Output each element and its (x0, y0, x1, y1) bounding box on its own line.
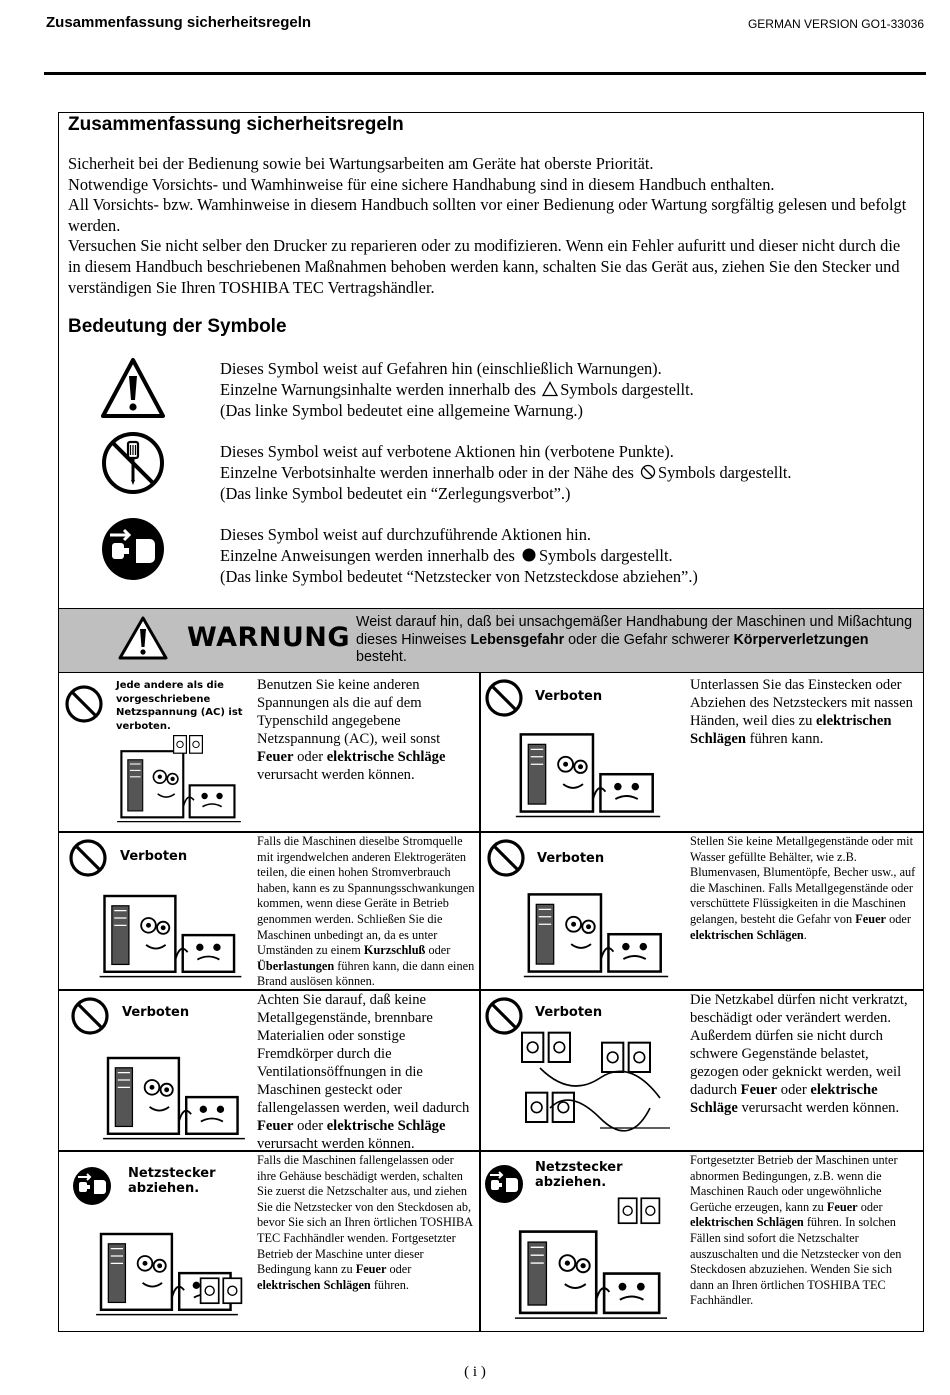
cell-caption: Verboten (120, 849, 188, 864)
unplug-icon (100, 516, 166, 582)
grid-divider (59, 1150, 923, 1152)
symbol-line: (Das linke Symbol bedeutet ein “Zerlegungsverbot”.) (220, 484, 571, 503)
small-prohibit-icon (640, 464, 656, 480)
outlet-illustration (168, 734, 208, 758)
symbol-line: Einzelne Warnungsinhalte werden innerhalb des Symbols dargestellt. (220, 380, 694, 399)
cable-illustration (510, 1028, 680, 1146)
symbol-line: Dieses Symbol weist auf durchzuführende Aktionen hin. (220, 525, 591, 544)
warning-label: WARNUNG (187, 622, 351, 653)
summary-text (68, 154, 916, 298)
page-number: ( i ) (464, 1364, 486, 1380)
symbol-description-action (220, 524, 910, 587)
summary-paragraph: All Vorsichts- bzw. Wamhinweise in diesem Handbuch sollten vor einer Bedienung oder Wartung sorgfältig gelesen und befolgt werden. (68, 195, 907, 235)
cell-text: Benutzen Sie keine anderen Spannungen als die auf dem Typenschild angegebene Netzspannung (AC), weil sonst Feuer oder elektrische Schläge verursacht werden können. (257, 677, 446, 783)
header-rule (44, 72, 926, 75)
cell-caption: Netzstecker abziehen. (128, 1166, 216, 1196)
cell-text: Falls die Maschinen fallengelassen oder ihre Gehäuse beschädigt werden, schalten Sie zuerst die Netzschalter aus, und ziehen Sie die Netzstecker von den Steckdosen ab, bevor Sie sich an Ihren örtlichen TOSHIBA TEC Fachhändler wenden. Fortgesetzter Betrieb der Maschine unter dieser Bedingung kann zu Feuer oder elektrischen Schlägen führen. (257, 1153, 473, 1292)
cell-text: Stellen Sie keine Metallgegenstände oder mit Wasser gefüllte Behälter, wie z.B. Blumenvasen, Blumentöpfe, Becher usw., auf die Maschinen. Falls Metallgegenstände oder verschüttete Flüssigkeiten in die Maschinen gelangen, besteht die Gefahr von Feuer oder elektrischen Schlägen. (690, 834, 916, 942)
cell-caption: Verboten (535, 689, 603, 704)
cell-caption: Verboten (535, 1005, 603, 1020)
outlet-illustration (198, 1276, 244, 1310)
cell-caption: Verboten (122, 1005, 190, 1020)
small-filled-circle-icon (521, 547, 537, 563)
cell-caption: Jede andere als die vorgeschriebene Netzspannung (AC) ist verboten. (116, 680, 243, 732)
cell-text: Fortgesetzter Betrieb der Maschinen unter abnormen Bedingungen, z.B. wenn die Maschinen Rauch oder ungewöhnliche Gerüche erzeugen, kann zu Feuer oder elektrischen Schlägen führen. In solchen Fällen sind sofort die Netzschalter auszuschalten und die Netzstecker von den Steckdosen abzuziehen. Wenden Sie sich dann an Ihren örtlichen TOSHIBA TEC Fachhändler. (690, 1153, 902, 1308)
header-version: GERMAN VERSION GO1-33036 (747, 17, 924, 31)
grid-divider (59, 831, 923, 833)
unplug-icon (72, 1166, 112, 1206)
warning-triangle-icon (100, 356, 166, 422)
symbol-line: (Das linke Symbol bedeutet eine allgemeine Warnung.) (220, 401, 583, 420)
printer-illustration (508, 712, 668, 824)
summary-paragraph: Sicherheit bei der Bedienung sowie bei Wartungsarbeiten am Geräte hat oberste Priorität. (68, 154, 654, 173)
cell-text: Achten Sie darauf, daß keine Metallgegenstände, brennbare Materialien oder sonstige Fremdkörper durch die Ventilationsöffnungen in die Maschinen gesteckt oder fallengelassen werden, weil dadurch Feuer oder elektrische Schläge verursacht werden können. (257, 992, 470, 1152)
symbol-description-prohibited (220, 441, 910, 504)
prohibit-icon (68, 838, 108, 878)
symbol-line: Einzelne Anweisungen werden innerhalb des Symbols dargestellt. (220, 546, 673, 565)
warning-triangle-icon (118, 616, 168, 660)
grid-divider (479, 673, 481, 1332)
outlet-illustration (616, 1196, 662, 1230)
symbols-title: Bedeutung der Symbole (68, 316, 287, 337)
symbol-line: Einzelne Verbotsinhalte werden innerhalb oder in der Nähe des Symbols dargestellt. (220, 463, 792, 482)
printer-illustration (94, 1036, 254, 1146)
prohibit-icon (70, 996, 110, 1036)
summary-paragraph: Versuchen Sie nicht selber den Drucker zu reparieren oder zu modifizieren. Wenn ein Fehler aufuritt und dieser nicht durch die in diesem Handbuch beschriebenen Maßnahmen behoben werden kann, schalten Sie das Gerät aus, ziehen Sie den Stecker und verständigen Sie Ihren TOSHIBA TEC Vertragshändler. (68, 236, 901, 297)
header-title: Zusammenfassung sicherheitsregeln (46, 14, 312, 31)
no-disassembly-icon (100, 430, 166, 496)
cell-caption: Verboten (537, 851, 605, 866)
small-triangle-icon (542, 381, 558, 397)
summary-title: Zusammenfassung sicherheitsregeln (68, 114, 404, 135)
symbol-line: (Das linke Symbol bedeutet “Netzstecker von Netzsteckdose abziehen”.) (220, 567, 698, 586)
printer-illustration (88, 874, 253, 984)
symbol-line: Dieses Symbol weist auf Gefahren hin (einschließlich Warnungen). (220, 359, 662, 378)
summary-paragraph: Notwendige Vorsichts- und Wamhinweise für eine sichere Handhabung sind in diesem Handbuch enthalten. (68, 174, 775, 194)
printer-illustration (516, 872, 676, 984)
prohibit-icon (64, 684, 104, 724)
cell-caption: Netzstecker abziehen. (535, 1160, 623, 1190)
warning-description: Weist darauf hin, daß bei unsachgemäßer Handhabung der Maschinen und Mißachtung dieses Hinweises Lebensgefahr oder die Gefahr schwerer Körperverletzungen besteht. (356, 614, 913, 665)
cell-text: Unterlassen Sie das Einstecken oder Abziehen des Netzsteckers mit nassen Händen, weil dies zu elektrischen Schlägen führen kann. (690, 677, 913, 747)
cell-text: Falls die Maschinen dieselbe Stromquelle mit irgendwelchen anderen Elektrogeräten teilen, die einen hohen Stromverbrauch haben, kann es zu Spannungsschwankungen kommen, wenn diese Geräte in Betrieb genommen werden. Schließen Sie die Maschinen unbedingt an, da es unter Umständen zu einem Kurzschluß oder Überlastungen führen kann, die dann einen Brand auslösen können. (257, 834, 475, 989)
unplug-icon (484, 1164, 524, 1204)
cell-text: Die Netzkabel dürfen nicht verkratzt, beschädigt oder verändert werden. Außerdem dürfen sie nicht durch schwere Gegenstände belastet, gezogen oder geknickt werden, weil dadurch Feuer oder elektrische Schläge verursacht werden können. (690, 992, 908, 1116)
symbol-line: Dieses Symbol weist auf verbotene Aktionen hin (verbotene Punkte). (220, 442, 674, 461)
symbol-description-warning (220, 358, 910, 421)
